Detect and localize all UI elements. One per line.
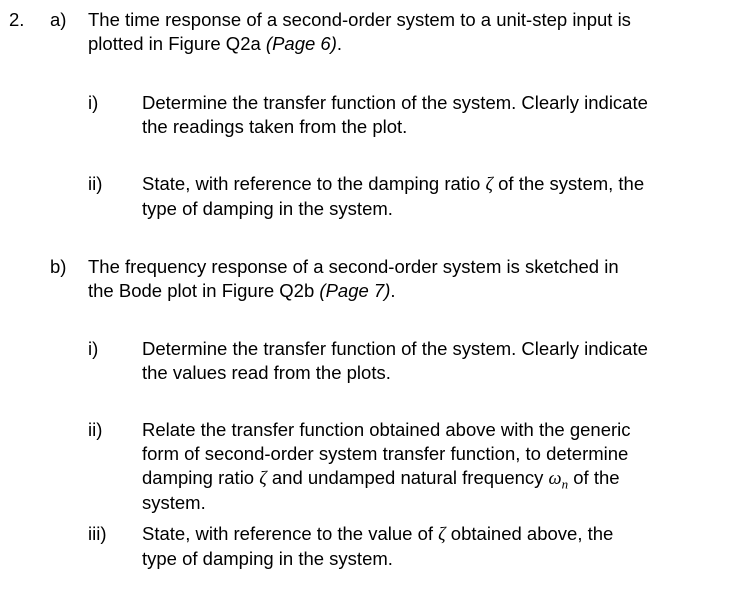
omega-symbol: ω — [548, 469, 562, 489]
part-b-label: b) — [50, 256, 67, 277]
part-b-iii-text — [142, 522, 754, 571]
zeta-symbol: ζ — [485, 175, 493, 195]
part-b-ii-line-2: form of second-order system transfer function, to determine — [142, 443, 629, 464]
part-a-ii-line-1 — [142, 172, 754, 197]
part-a-text — [88, 8, 728, 56]
part-a-ii-line-1-post: of the system, the — [492, 173, 645, 194]
part-b-iii-line-1-post: obtained above, the — [445, 523, 614, 544]
part-b-iii-line-1-pre: State, with reference to the value of — [142, 523, 439, 544]
part-b-ii-line-3-pre: damping ratio — [142, 467, 260, 488]
part-b-line-2 — [88, 279, 728, 303]
part-b-period: . — [390, 280, 396, 301]
zeta-symbol: ζ — [438, 525, 446, 545]
part-b-i-line-1: Determine the transfer function of the system. Clearly indicate — [142, 338, 648, 359]
part-a-ii-line-2: type of damping in the system. — [142, 198, 393, 219]
part-b-ii-line-4: system. — [142, 492, 206, 513]
part-b-line-1: The frequency response of a second-order system is sketched in — [88, 256, 619, 277]
part-b-ii-line-1: Relate the transfer function obtained above with the generic — [142, 419, 631, 440]
part-b-i-label: i) — [88, 338, 99, 359]
part-a-ii-text — [142, 172, 754, 221]
part-a-line-2-text: plotted in Figure Q2a — [88, 33, 266, 54]
question-number: 2. — [9, 9, 25, 30]
part-a-ii-line-1-pre: State, with reference to the damping ratio — [142, 173, 486, 194]
part-a-line-2 — [88, 32, 728, 56]
part-a-i-line-2: the readings taken from the plot. — [142, 116, 408, 137]
part-a-i-line-1: Determine the transfer function of the system. Clearly indicate — [142, 92, 648, 113]
part-b-line-2-text: the Bode plot in Figure Q2b — [88, 280, 320, 301]
part-a-page-ref: (Page 6) — [265, 33, 337, 54]
part-b-ii-label: ii) — [88, 419, 103, 440]
part-b-ii-line-3-post: of the — [568, 467, 620, 488]
part-b-ii-text — [142, 418, 754, 515]
part-b-page-ref: (Page 7) — [319, 280, 391, 301]
part-b-i-line-2: the values read from the plots. — [142, 362, 391, 383]
part-b-iii-label: iii) — [88, 523, 107, 544]
part-a-period: . — [336, 33, 343, 54]
part-a-ii-label: ii) — [88, 173, 103, 194]
part-b-iii-line-2: type of damping in the system. — [142, 548, 393, 569]
part-a-i-label: i) — [88, 92, 99, 113]
part-b-ii-line-3-mid: and undamped natural frequency — [266, 467, 549, 488]
part-b-ii-line-3 — [142, 466, 754, 491]
part-b-text — [88, 255, 728, 303]
part-a-i-text — [142, 91, 754, 139]
part-a-label: a) — [50, 9, 67, 30]
zeta-symbol: ζ — [259, 469, 267, 489]
part-a-line-1: The time response of a second-order system to a unit-step input is — [88, 9, 631, 30]
part-b-i-text — [142, 337, 754, 385]
omega-subscript: n — [561, 476, 569, 492]
part-b-iii-line-1 — [142, 522, 754, 547]
